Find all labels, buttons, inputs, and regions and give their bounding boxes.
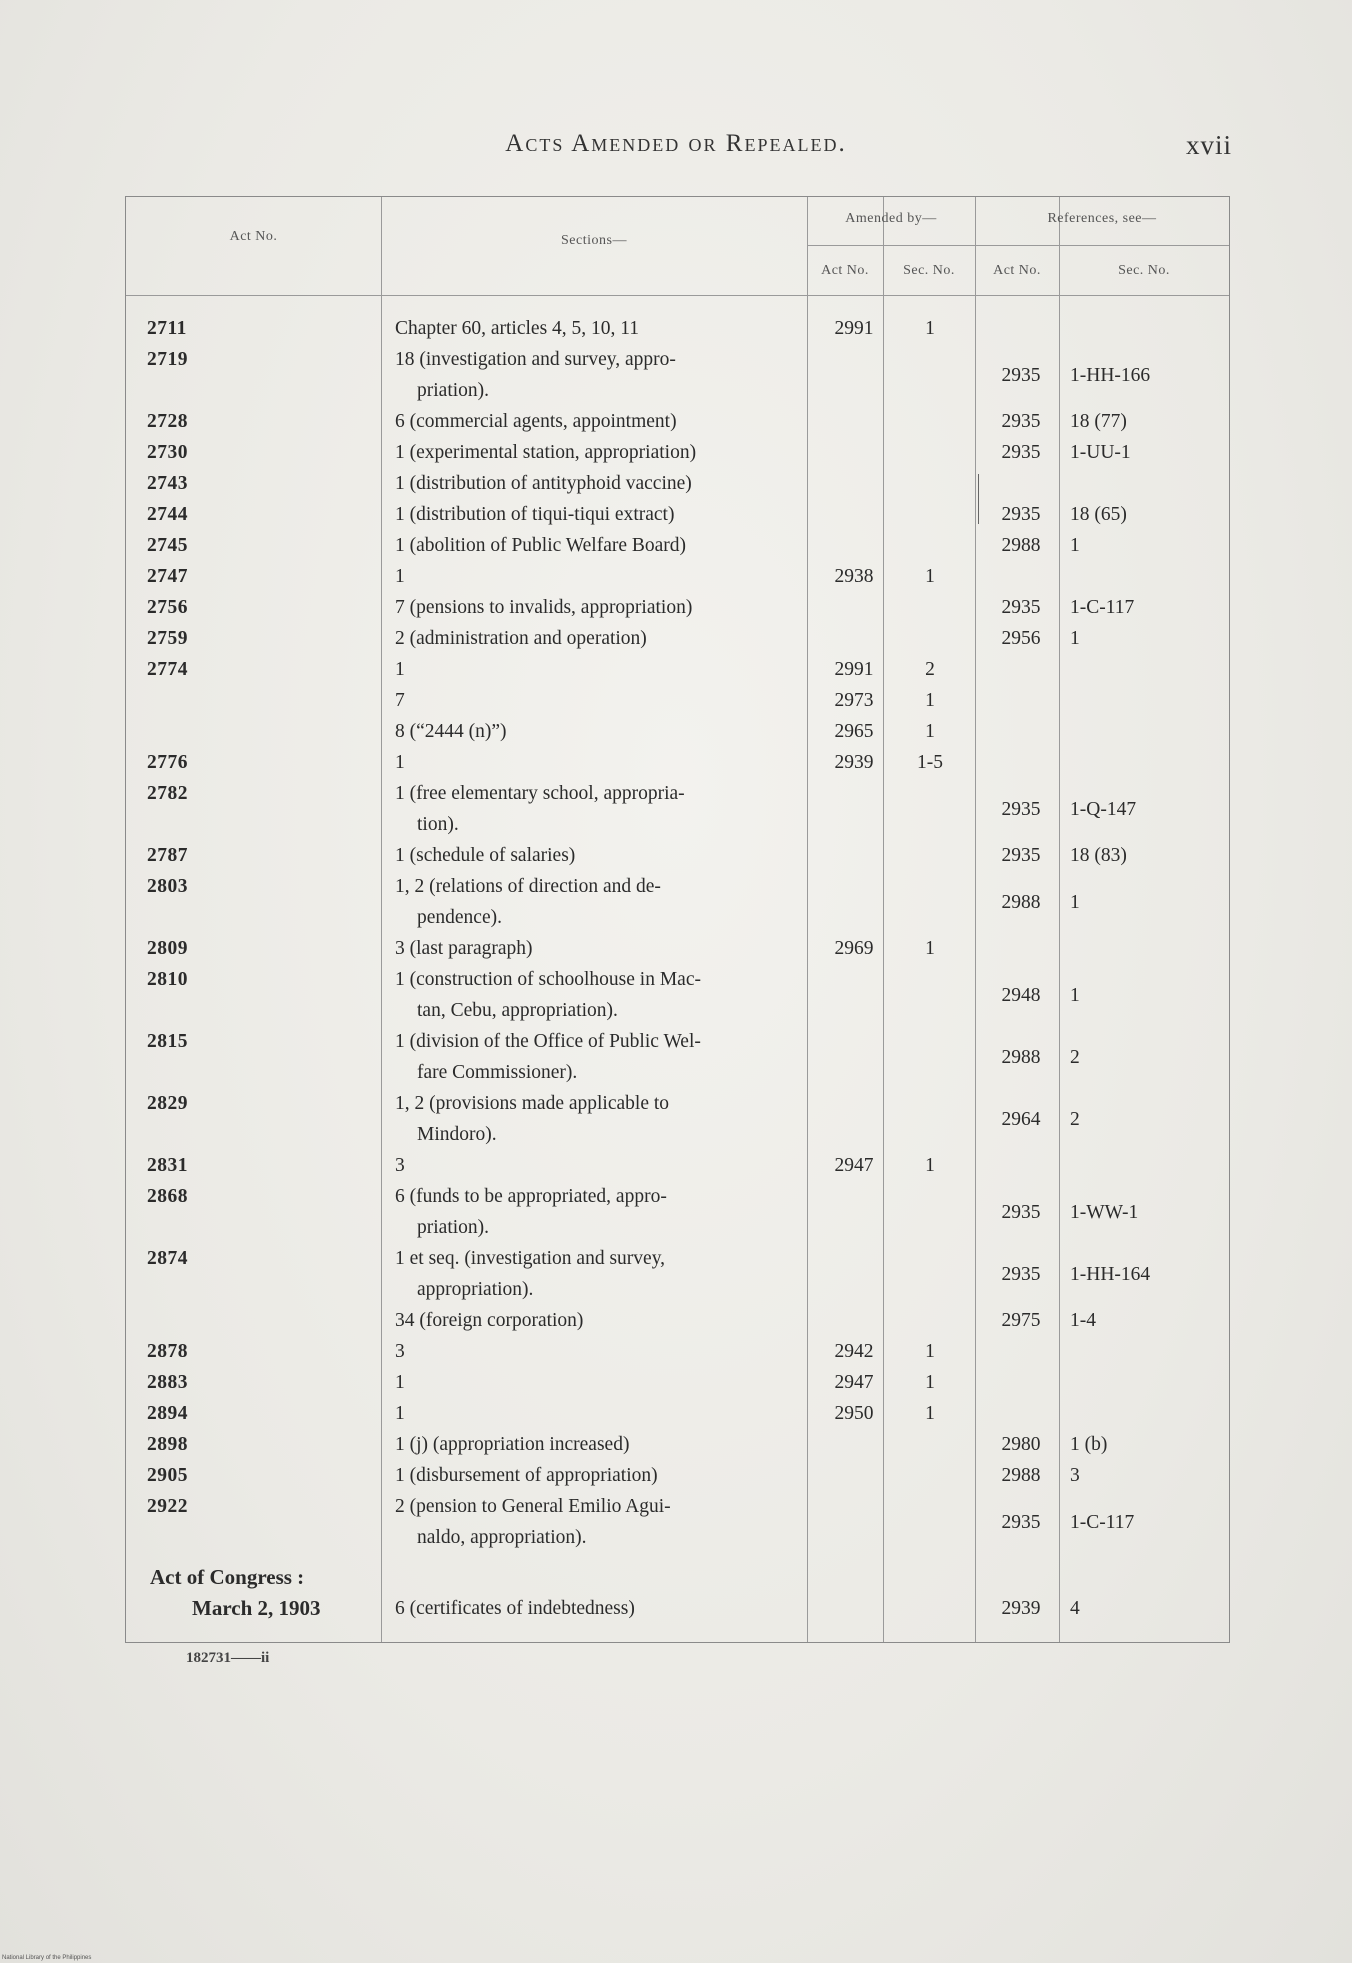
table-row — [0, 871, 1352, 933]
act-number: 2719 — [147, 349, 188, 370]
header-sections: Sections— — [561, 233, 627, 248]
section-line: 3 — [395, 1155, 405, 1176]
act-number: 2728 — [147, 411, 188, 432]
amended-act-number: 2991 — [834, 659, 874, 680]
table-row — [0, 1026, 1352, 1088]
reference-act-number: 2935 — [1001, 504, 1041, 525]
act-number: 2747 — [147, 566, 188, 587]
section-line: 8 (“2444 (n)”) — [395, 721, 507, 742]
reference-act-number: 2988 — [1001, 535, 1041, 556]
table-row — [0, 437, 1352, 468]
header-amended-sec-no: Sec. No. — [903, 263, 955, 278]
section-line: 34 (foreign corporation) — [395, 1310, 584, 1331]
reference-section-number: 1-4 — [1070, 1310, 1096, 1331]
reference-act-number: 2988 — [1001, 1047, 1041, 1068]
table-row — [0, 1460, 1352, 1491]
section-line: priation). — [417, 380, 490, 401]
reference-act-number: 2988 — [1001, 1465, 1041, 1486]
reference-act-number: 2935 — [1001, 411, 1041, 432]
section-line: 1 (distribution of antityphoid vaccine) — [395, 473, 692, 494]
amended-section-number: 1 — [925, 318, 935, 339]
section-text — [395, 468, 803, 499]
reference-act-number: 2935 — [1001, 1512, 1041, 1533]
reference-section-number: 1-C-117 — [1070, 597, 1135, 618]
congress-row — [0, 1562, 1352, 1624]
act-number: 2905 — [147, 1465, 188, 1486]
table-row — [0, 1150, 1352, 1181]
reference-section-number: 1 — [1070, 535, 1080, 556]
amended-section-number: 1 — [925, 1372, 935, 1393]
header-amended-by: Amended by— — [845, 211, 937, 226]
section-line: 1 et seq. (investigation and survey, — [395, 1248, 666, 1269]
section-line: 1 — [395, 752, 405, 773]
section-text — [395, 1181, 803, 1243]
reference-section-number: 2 — [1070, 1109, 1080, 1130]
reference-section-number: 1 — [1070, 628, 1080, 649]
section-line: 7 (pensions to invalids, appropriation) — [395, 597, 693, 618]
table-row — [0, 592, 1352, 623]
section-line: 6 (funds to be appropriated, appro- — [395, 1186, 667, 1207]
reference-act-number: 2935 — [1001, 597, 1041, 618]
section-line: 1 — [395, 1372, 405, 1393]
section-line: appropriation). — [417, 1279, 534, 1300]
section-line: 1 — [395, 566, 405, 587]
table-row — [0, 1367, 1352, 1398]
table-row — [0, 499, 1352, 530]
reference-act-number: 2935 — [1001, 799, 1041, 820]
congress-section — [395, 1593, 803, 1624]
table-row — [0, 561, 1352, 592]
section-text — [395, 623, 803, 654]
act-number: 2894 — [147, 1403, 188, 1424]
reference-section-number: 1-HH-164 — [1070, 1264, 1151, 1285]
table-row — [0, 1181, 1352, 1243]
amended-act-number: 2950 — [834, 1403, 874, 1424]
reference-section-number: 1 — [1070, 892, 1080, 913]
congress-label-line1: Act of Congress : — [150, 1565, 305, 1589]
section-text — [395, 1398, 803, 1429]
section-line: 1 — [395, 1403, 405, 1424]
amended-section-number: 1 — [925, 690, 935, 711]
section-line: Mindoro). — [417, 1124, 497, 1145]
section-text — [395, 1026, 803, 1088]
section-text — [395, 747, 803, 778]
table-row — [0, 1243, 1352, 1305]
section-line: pendence). — [417, 907, 502, 928]
table-row — [0, 685, 1352, 716]
section-line: 1 (abolition of Public Welfare Board) — [395, 535, 687, 556]
act-number: 2744 — [147, 504, 188, 525]
reference-section-number: 2 — [1070, 1047, 1080, 1068]
section-text — [395, 344, 803, 406]
act-number: 2782 — [147, 783, 188, 804]
footer-code: 182731——ii — [186, 1650, 270, 1666]
act-number: 2809 — [147, 938, 188, 959]
act-number: 2756 — [147, 597, 188, 618]
table-row — [0, 623, 1352, 654]
table-row — [0, 778, 1352, 840]
congress-label — [150, 1562, 390, 1624]
amended-act-number: 2947 — [834, 1155, 874, 1176]
amended-section-number: 1-5 — [917, 752, 943, 773]
amended-act-number: 2965 — [834, 721, 874, 742]
section-line: 18 (investigation and survey, appro- — [395, 349, 676, 370]
amended-section-number: 1 — [925, 1155, 935, 1176]
reference-section-number: 1-HH-166 — [1070, 365, 1151, 386]
header-divider — [126, 295, 1229, 296]
act-number: 2711 — [147, 318, 187, 339]
act-number: 2829 — [147, 1093, 188, 1114]
amended-section-number: 1 — [925, 721, 935, 742]
act-number: 2776 — [147, 752, 188, 773]
section-line: 7 — [395, 690, 405, 711]
section-text — [395, 406, 803, 437]
section-line: 1 (free elementary school, appropria- — [395, 783, 685, 804]
act-number: 2831 — [147, 1155, 188, 1176]
section-line: tion). — [417, 814, 459, 835]
table-row — [0, 468, 1352, 499]
amended-act-number: 2942 — [834, 1341, 874, 1362]
section-text — [395, 592, 803, 623]
reference-section-number: 1-WW-1 — [1070, 1202, 1139, 1223]
section-line: 3 — [395, 1341, 405, 1362]
section-line: 1 (disbursement of appropriation) — [395, 1465, 658, 1486]
table-row — [0, 964, 1352, 1026]
reference-act-number: 2975 — [1001, 1310, 1041, 1331]
section-text — [395, 1243, 803, 1305]
table-row — [0, 1305, 1352, 1336]
congress-ref-sec: 4 — [1070, 1598, 1080, 1619]
reference-section-number: 18 (65) — [1070, 504, 1127, 525]
section-line: priation). — [417, 1217, 490, 1238]
section-text — [395, 1336, 803, 1367]
section-line: 1 (schedule of salaries) — [395, 845, 576, 866]
section-line: fare Commissioner). — [417, 1062, 578, 1083]
section-line: 1 (construction of schoolhouse in Mac- — [395, 969, 701, 990]
section-line: 1, 2 (relations of direction and de- — [395, 876, 661, 897]
amended-act-number: 2973 — [834, 690, 874, 711]
running-head-title: Acts Amended or Repealed. — [505, 130, 847, 157]
section-line: Chapter 60, articles 4, 5, 10, 11 — [395, 318, 640, 339]
header-ref-sec-no: Sec. No. — [1118, 263, 1170, 278]
amended-act-number: 2991 — [834, 318, 874, 339]
header-amended-act-no: Act No. — [821, 263, 869, 278]
section-line: tan, Cebu, appropriation). — [417, 1000, 618, 1021]
table-row — [0, 530, 1352, 561]
reference-section-number: 1 — [1070, 985, 1080, 1006]
header-ref-act-no: Act No. — [993, 263, 1041, 278]
section-line: 1 (j) (appropriation increased) — [395, 1434, 630, 1455]
reference-act-number: 2988 — [1001, 892, 1041, 913]
table-row — [0, 654, 1352, 685]
table-row — [0, 313, 1352, 344]
section-text — [395, 1088, 803, 1150]
table-row — [0, 1088, 1352, 1150]
section-line: 6 (commercial agents, appointment) — [395, 411, 677, 432]
reference-act-number: 2980 — [1001, 1434, 1041, 1455]
library-imprint: National Library of the Philippines — [2, 1955, 92, 1961]
section-text — [395, 933, 803, 964]
section-line: naldo, appropriation). — [417, 1527, 587, 1548]
section-line: 1 — [395, 659, 405, 680]
act-number: 2743 — [147, 473, 188, 494]
reference-section-number: 1-C-117 — [1070, 1512, 1135, 1533]
section-line: 3 (last paragraph) — [395, 938, 533, 959]
act-number: 2787 — [147, 845, 188, 866]
congress-section-text: 6 (certificates of indebtedness) — [395, 1598, 635, 1619]
act-number: 2745 — [147, 535, 188, 556]
amended-act-number: 2938 — [834, 566, 874, 587]
reference-act-number: 2935 — [1001, 845, 1041, 866]
section-text — [395, 871, 803, 933]
reference-section-number: 1 (b) — [1070, 1434, 1108, 1455]
section-text — [395, 1460, 803, 1491]
reference-act-number: 2935 — [1001, 365, 1041, 386]
act-number: 2868 — [147, 1186, 188, 1207]
amended-section-number: 1 — [925, 1341, 935, 1362]
act-number: 2803 — [147, 876, 188, 897]
reference-act-number: 2935 — [1001, 442, 1041, 463]
congress-ref-act: 2939 — [1001, 1598, 1041, 1619]
section-text — [395, 685, 803, 716]
reference-act-number: 2948 — [1001, 985, 1041, 1006]
table-row — [0, 1491, 1352, 1553]
act-number: 2874 — [147, 1248, 188, 1269]
section-text — [395, 654, 803, 685]
header-act-no: Act No. — [229, 229, 278, 244]
section-text — [395, 1429, 803, 1460]
table-body — [0, 313, 1352, 1553]
table-row — [0, 933, 1352, 964]
act-number: 2922 — [147, 1496, 188, 1517]
section-text — [395, 313, 803, 344]
section-line: 1, 2 (provisions made applicable to — [395, 1093, 670, 1114]
section-text — [395, 716, 803, 747]
congress-label-line2: March 2, 1903 — [192, 1596, 321, 1620]
section-line: 2 (administration and operation) — [395, 628, 647, 649]
section-line: 2 (pension to General Emilio Agui- — [395, 1496, 671, 1517]
section-text — [395, 1305, 803, 1336]
act-number: 2815 — [147, 1031, 188, 1052]
reference-section-number: 3 — [1070, 1465, 1080, 1486]
act-number: 2759 — [147, 628, 188, 649]
table-row — [0, 1398, 1352, 1429]
amended-section-number: 1 — [925, 1403, 935, 1424]
table-row — [0, 1429, 1352, 1460]
amended-act-number: 2969 — [834, 938, 874, 959]
section-text — [395, 499, 803, 530]
act-number: 2898 — [147, 1434, 188, 1455]
section-text — [395, 437, 803, 468]
reference-section-number: 18 (83) — [1070, 845, 1127, 866]
section-text — [395, 778, 803, 840]
act-number: 2774 — [147, 659, 188, 680]
reference-section-number: 1-Q-147 — [1070, 799, 1137, 820]
section-text — [395, 840, 803, 871]
section-line: 1 (distribution of tiqui-tiqui extract) — [395, 504, 675, 525]
section-line: 1 (division of the Office of Public Wel- — [395, 1031, 701, 1052]
table-row — [0, 1336, 1352, 1367]
section-text — [395, 964, 803, 1026]
header-subdivider — [807, 245, 1229, 246]
table-row — [0, 344, 1352, 406]
section-text — [395, 1491, 803, 1553]
amended-section-number: 1 — [925, 566, 935, 587]
reference-act-number: 2964 — [1001, 1109, 1041, 1130]
header-references: References, see— — [1047, 211, 1157, 226]
amended-act-number: 2947 — [834, 1372, 874, 1393]
section-line: 1 (experimental station, appropriation) — [395, 442, 697, 463]
amended-section-number: 2 — [925, 659, 935, 680]
act-number: 2878 — [147, 1341, 188, 1362]
table-row — [0, 716, 1352, 747]
table-row — [0, 840, 1352, 871]
section-text — [395, 1367, 803, 1398]
section-text — [395, 1150, 803, 1181]
reference-section-number: 18 (77) — [1070, 411, 1127, 432]
table-row — [0, 747, 1352, 778]
amended-section-number: 1 — [925, 938, 935, 959]
reference-section-number: 1-UU-1 — [1070, 442, 1131, 463]
section-text — [395, 561, 803, 592]
table-row — [0, 406, 1352, 437]
page-number: xvii — [1185, 130, 1232, 160]
section-text — [395, 530, 803, 561]
reference-act-number: 2935 — [1001, 1202, 1041, 1223]
act-number: 2730 — [147, 442, 188, 463]
reference-act-number: 2956 — [1001, 628, 1041, 649]
reference-act-number: 2935 — [1001, 1264, 1041, 1285]
act-number: 2810 — [147, 969, 188, 990]
amended-act-number: 2939 — [834, 752, 874, 773]
act-number: 2883 — [147, 1372, 188, 1393]
